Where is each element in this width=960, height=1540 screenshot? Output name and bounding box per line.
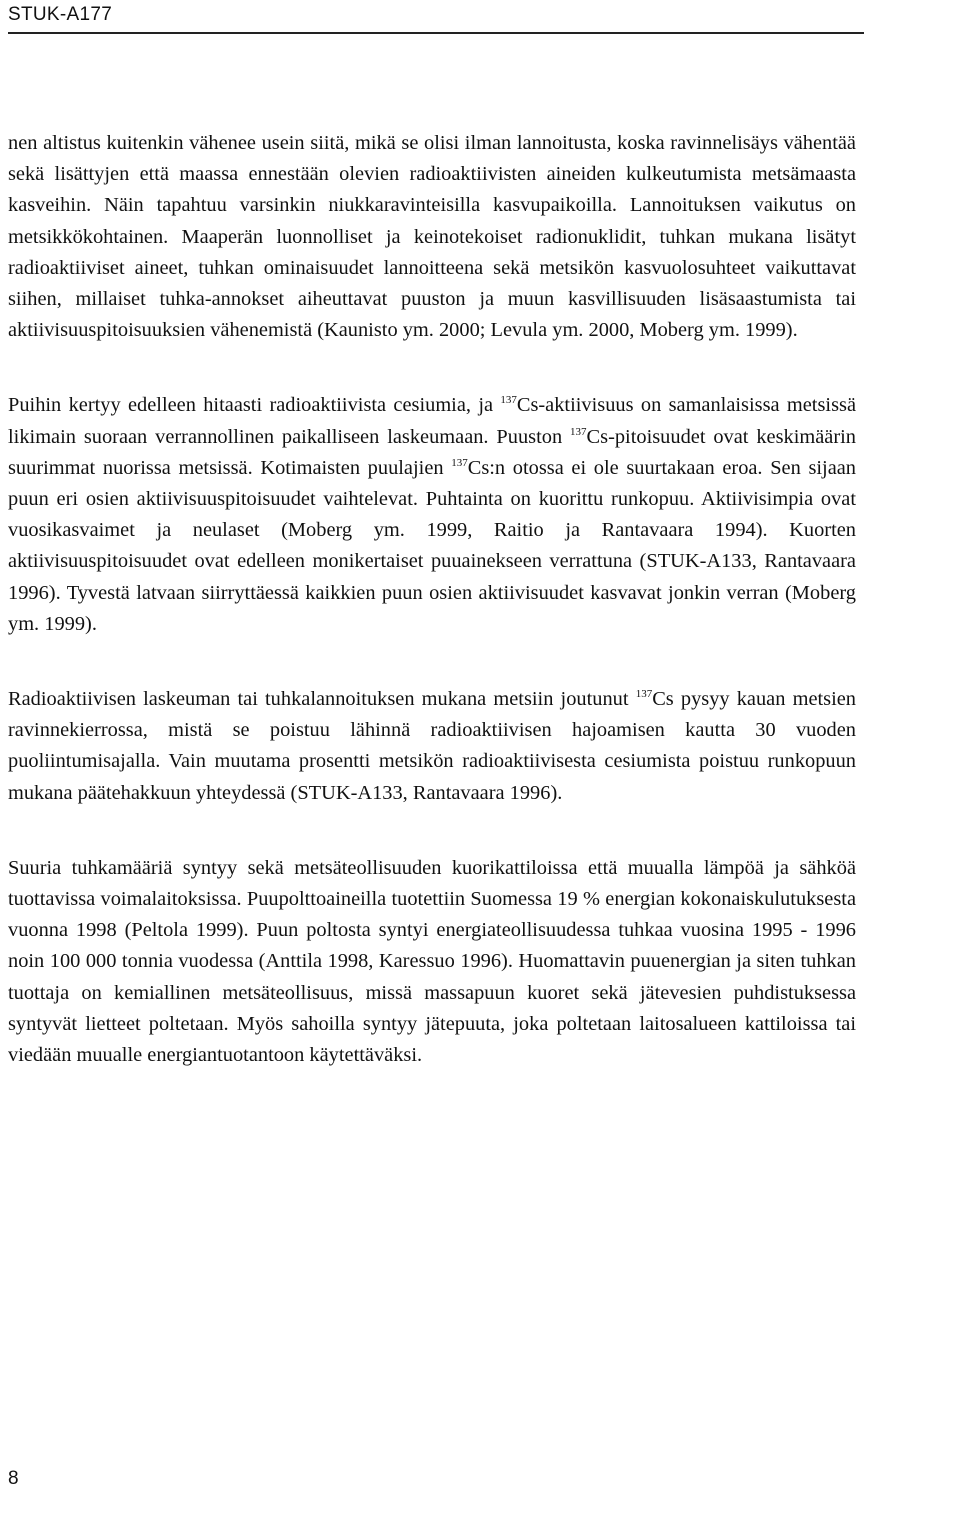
isotope-mass-number: 137 (635, 688, 653, 701)
isotope-mass-number: 137 (500, 394, 517, 407)
header-rule (8, 32, 864, 34)
body-text (8, 128, 856, 1115)
paragraph-text: nen altistus kuitenkin vähenee usein siitä, mikä se olisi ilman lannoitusta, koska ravinnelisäys vähentää sekä lisättyjen että maassa ennestään olevien radioaktiivisten aineiden kulkeutumista metsämaasta kasveihin. Näin tapahtuu varsinkin niukkaravinteisilla kasvupaikoilla. Lannoituksen vaikutus on metsikkökohtainen. Maaperän luonnolliset ja keinotekoiset radionuklidit, tuhkan mukana lisätyt radioaktiiviset aineet, tuhkan ominaisuudet lannoitteena sekä metsikön kasvuolosuhteet vaikuttavat siihen, millaiset tuhka-annokset aiheuttavat puuston ja muun kasvillisuuden lisäsaastumista tai aktiivisuuspitoisuuksien vähenemistä (Kaunisto ym. 2000; Levula ym. 2000, Moberg ym. 1999). (8, 132, 856, 342)
paragraph-text: Puihin kertyy edelleen hitaasti radioaktiivista cesiumia, ja (8, 394, 501, 417)
isotope-mass-number: 137 (451, 456, 468, 469)
page-number: 8 (8, 1468, 19, 1489)
paragraph-text: Cs pysyy kauan metsien ravinnekierrossa, mistä se poistuu lähinnä radioaktiivisen hajoamisen kautta 30 vuoden puoliintumisajalla. Vain muutama prosentti metsikön radioaktiivisesta cesiumista poistuu runkopuun mukana päätehakkuun yhteydessä (STUK-A133, Rantavaara 1996). (8, 688, 857, 804)
paragraph (8, 128, 856, 346)
isotope-mass-number: 137 (570, 425, 587, 438)
paragraph-text: Suuria tuhkamääriä syntyy sekä metsäteollisuuden kuorikattiloissa että muualla lämpöä ja sähköä tuottavissa voimalaitoksissa. Puupolttoaineilla tuotettiin Suomessa 19 % energian kokonaiskulutuksesta vuonna 1998 (Peltola 1999). Puun poltosta syntyi energiateollisuudessa tuhkaa vuosina 1995 - 1996 noin 100 000 tonnia vuodessa (Anttila 1998, Karessuo 1996). Huomattavin puuenergian ja siten tuhkan tuottaja on kemiallinen metsäteollisuus, missä massapuun kuoret sekä jätevesien puhdistuksessa syntyvät lietteet poltetaan. Myös sahoilla syntyy jätepuuta, joka poltetaan laitosalueen kattiloissa tai viedään muualle energiantuotantoon käytettäväksi. (8, 856, 856, 1067)
running-header: STUK-A177 (8, 4, 113, 25)
paragraph (8, 390, 856, 640)
paragraph-text: Cs-pitoisuudet ovat keskimäärin suurimmat nuorissa metsissä. Kotimaisten puulajien (8, 425, 857, 479)
paragraph-text: Radioaktiivisen laskeuman tai tuhkalannoituksen mukana metsiin joutunut (8, 688, 636, 711)
paragraph (8, 853, 856, 1071)
paragraph-text: Cs:n otossa ei ole suurtakaan eroa. Sen sijaan puun eri osien aktiivisuuspitoisuudet vaihtelevat. Puhtainta on kuorittu runkopuu. Aktiivisimpia ovat vuosikasvaimet ja neulaset (Moberg ym. 1999, Raitio ja Rantavaara 1994). Kuorten aktiivisuuspitoisuudet ovat edelleen monikertaiset puuainekseen verrattuna (STUK-A133, Rantavaara 1996). Tyvestä latvaan siirryttäessä kaikkien puun osien aktiivisuudet kasvavat jonkin verran (Moberg ym. 1999). (8, 456, 856, 635)
paragraph (8, 684, 856, 809)
paragraph-text: Cs-aktiivisuus on samanlaisissa metsissä likimain suoraan verrannollinen paikalliseen laskeumaan. Puuston (8, 394, 856, 448)
